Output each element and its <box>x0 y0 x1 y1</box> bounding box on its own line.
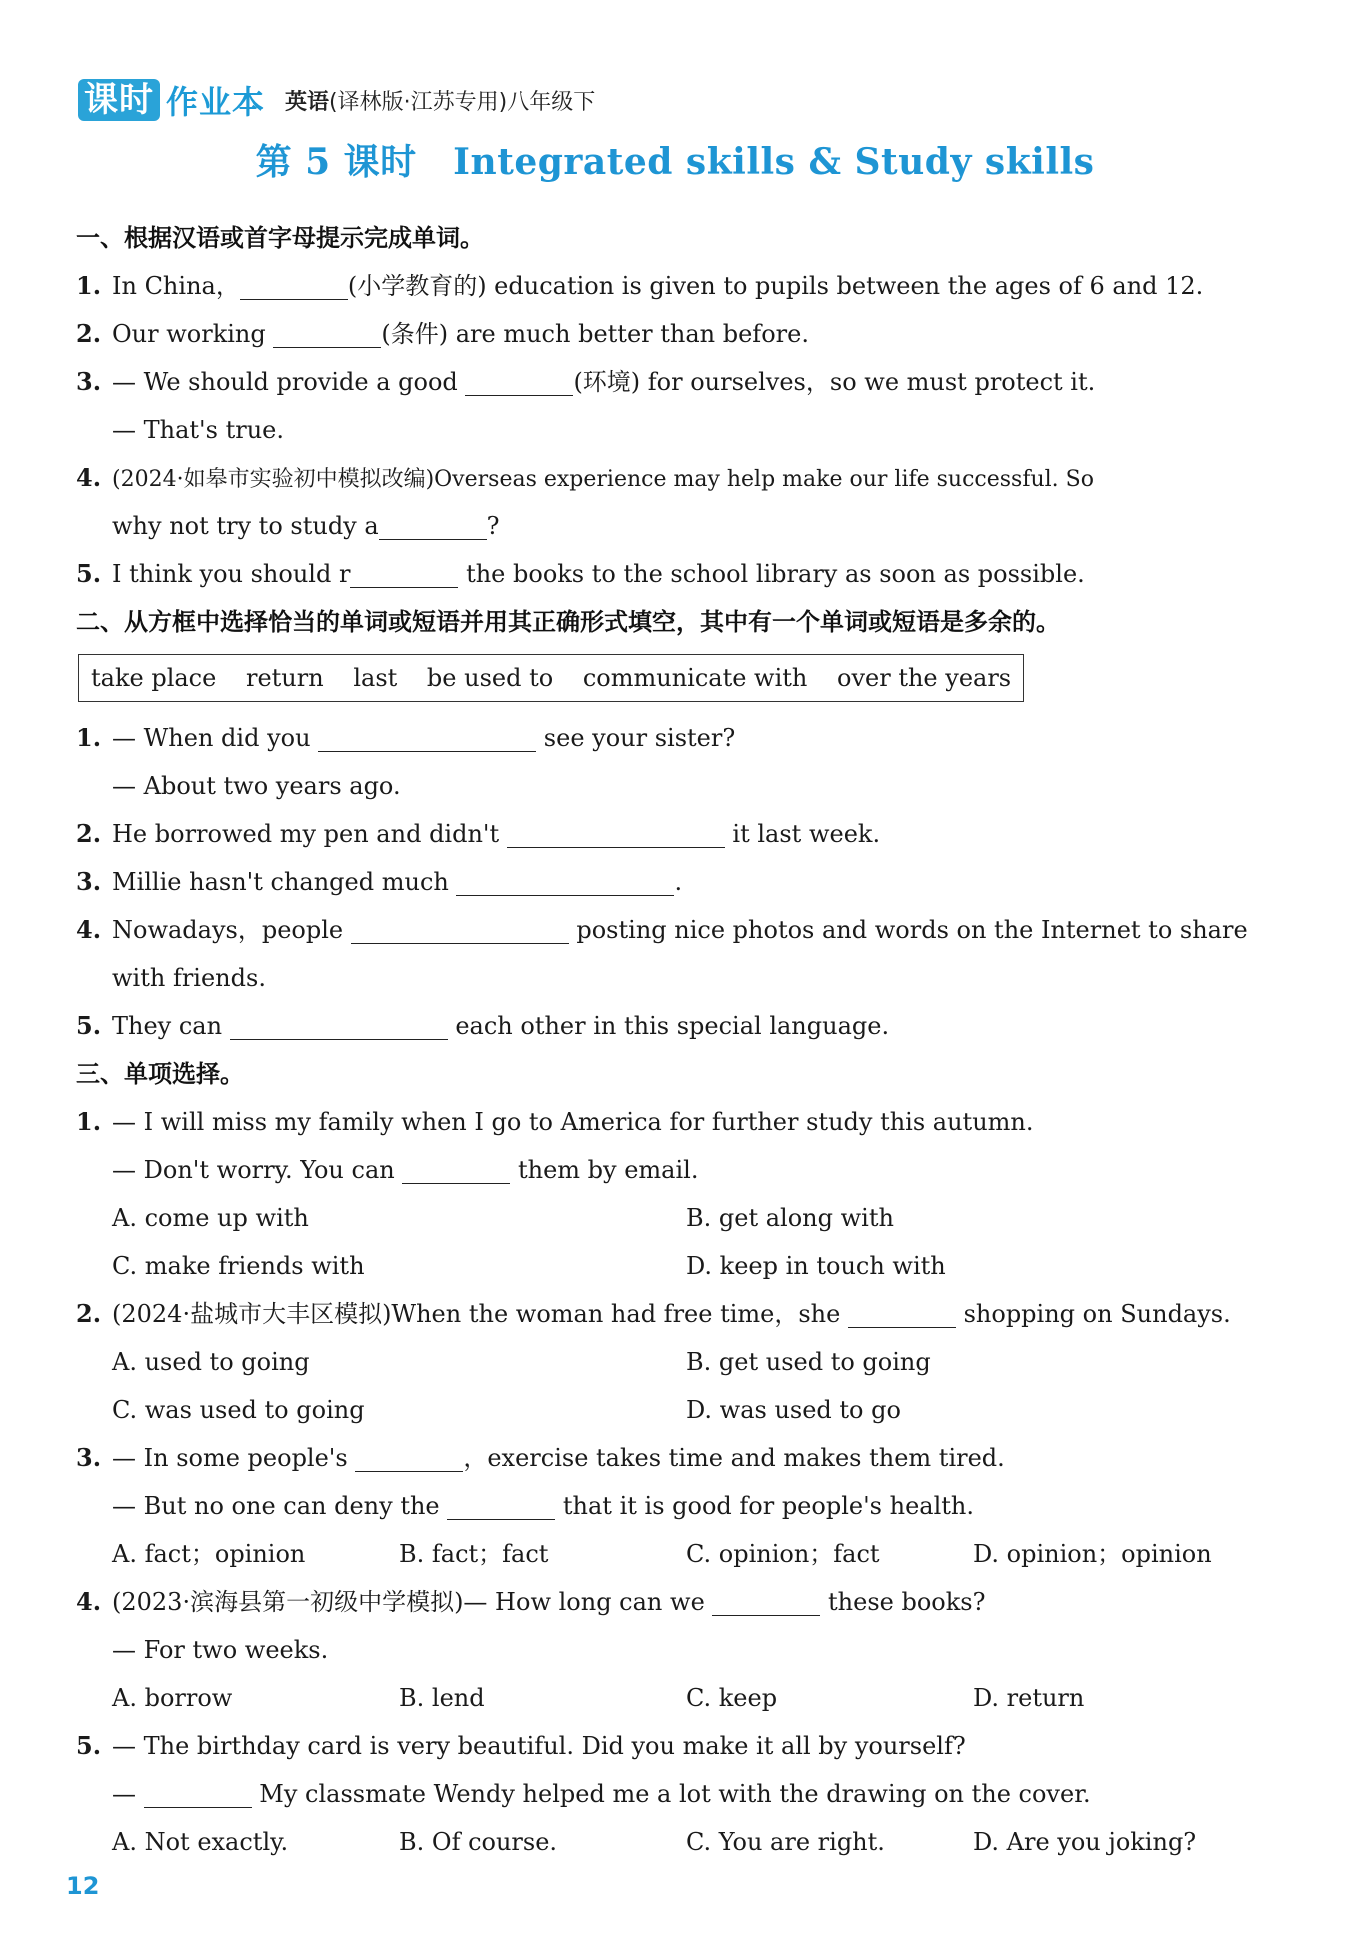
question-reply <box>76 1146 1276 1194</box>
question-text: — We should provide a good <box>112 368 466 396</box>
question-text: ? <box>486 512 500 540</box>
question-text: — <box>112 1780 144 1808</box>
option-c[interactable]: C. opinion；fact <box>686 1540 880 1568</box>
page-number: 12 <box>66 1872 100 1900</box>
question-row <box>76 810 1276 858</box>
logo-text: 作业本 <box>166 83 266 121</box>
answer-blank[interactable] <box>350 557 458 588</box>
lesson-title: 第 5 课时 Integrated skills & Study skills <box>255 141 1095 183</box>
word-bank-item: over the years <box>837 664 1012 692</box>
question-text: — Don't worry. You can <box>112 1156 403 1184</box>
question-text: why not try to study a <box>112 512 379 540</box>
option-d[interactable]: D. Are you joking? <box>973 1828 1197 1856</box>
question-reply: — About two years ago. <box>112 772 401 800</box>
answer-blank[interactable] <box>447 1489 555 1520</box>
question-text: Millie hasn't changed much <box>112 868 457 896</box>
option-c[interactable]: C. keep <box>686 1684 778 1712</box>
question-text: these books? <box>820 1588 986 1616</box>
question-number: 2. <box>76 1299 102 1328</box>
option-a[interactable]: A. fact；opinion <box>112 1540 306 1568</box>
question-row <box>76 454 1276 502</box>
book-subject: 英语 <box>285 89 330 115</box>
logo <box>78 77 265 123</box>
question-text: it last week. <box>724 820 881 848</box>
question-text: posting nice photos and words on the Internet to share <box>568 916 1248 944</box>
question-row-continued: with friends. <box>112 964 266 992</box>
option-row <box>76 1242 1276 1290</box>
question-number: 1. <box>76 723 102 752</box>
option-c[interactable]: C. You are right. <box>686 1828 885 1856</box>
answer-blank[interactable] <box>230 1009 448 1040</box>
option-a[interactable]: A. come up with <box>112 1204 309 1232</box>
option-d[interactable]: D. keep in touch with <box>686 1252 946 1280</box>
option-a[interactable]: A. used to going <box>112 1348 310 1376</box>
option-d[interactable]: D. return <box>973 1684 1085 1712</box>
option-b[interactable]: B. lend <box>399 1684 485 1712</box>
question-reply <box>76 1770 1276 1818</box>
question-row <box>76 310 1276 358</box>
option-row <box>76 1530 1276 1578</box>
question-number: 3. <box>76 367 102 396</box>
question-number: 5. <box>76 1011 102 1040</box>
question-row <box>76 1578 1276 1626</box>
word-bank-item: last <box>353 664 398 692</box>
page-header <box>78 78 595 122</box>
question-row <box>76 358 1276 406</box>
question-text: I think you should r <box>112 560 351 588</box>
option-row <box>76 1338 1276 1386</box>
logo-mark: 课时 <box>78 79 160 121</box>
question-row <box>76 1098 1276 1146</box>
question-number: 3. <box>76 1443 102 1472</box>
question-number: 4. <box>76 463 102 492</box>
question-text: (2024·盐城市大丰区模拟)When the woman had free time，she <box>112 1300 848 1328</box>
question-text: them by email. <box>510 1156 699 1184</box>
question-text: — When did you <box>112 724 319 752</box>
answer-blank[interactable] <box>712 1585 820 1616</box>
question-row <box>76 714 1276 762</box>
word-bank-box <box>78 654 1024 702</box>
book-edition: (译林版·江苏专用)八年级下 <box>329 89 596 115</box>
question-text: — But no one can deny the <box>112 1492 448 1520</box>
option-c[interactable]: C. was used to going <box>112 1396 365 1424</box>
answer-blank[interactable] <box>402 1153 510 1184</box>
question-text: He borrowed my pen and didn't <box>112 820 507 848</box>
option-b[interactable]: B. Of course. <box>399 1828 558 1856</box>
question-number: 5. <box>76 559 102 588</box>
answer-blank[interactable] <box>456 865 674 896</box>
question-text: (环境) for ourselves，so we must protect it. <box>573 368 1096 396</box>
question-row <box>76 262 1276 310</box>
question-row <box>76 550 1276 598</box>
question-text: (2024·如皋市实验初中模拟改编)Overseas experience may help make our life successful. So <box>112 467 1094 492</box>
option-a[interactable]: A. borrow <box>112 1684 233 1712</box>
section-heading-3: 三、单项选择。 <box>76 1060 244 1088</box>
question-row <box>76 906 1276 954</box>
answer-blank[interactable] <box>240 269 348 300</box>
word-bank-item: be used to <box>426 664 554 692</box>
question-text: shopping on Sundays. <box>955 1300 1231 1328</box>
question-row <box>76 1434 1276 1482</box>
question-text: Nowadays，people <box>112 916 351 944</box>
question-text: In China， <box>112 272 240 300</box>
question-text: — The birthday card is very beautiful. Did you make it all by yourself? <box>112 1732 966 1760</box>
question-text: My classmate Wendy helped me a lot with the drawing on the cover. <box>251 1780 1091 1808</box>
question-row-continued <box>76 502 1276 550</box>
section-heading-1: 一、根据汉语或首字母提示完成单词。 <box>76 224 484 252</box>
question-number: 2. <box>76 319 102 348</box>
question-reply <box>76 1482 1276 1530</box>
option-b[interactable]: B. get used to going <box>686 1348 931 1376</box>
question-number: 5. <box>76 1731 102 1760</box>
answer-blank[interactable] <box>351 913 569 944</box>
question-number: 4. <box>76 1587 102 1616</box>
question-text: the books to the school library as soon as possible. <box>458 560 1085 588</box>
option-b[interactable]: B. get along with <box>686 1204 894 1232</box>
answer-blank[interactable] <box>379 509 487 540</box>
option-row <box>76 1386 1276 1434</box>
question-reply: — For two weeks. <box>112 1636 329 1664</box>
question-number: 4. <box>76 915 102 944</box>
option-d[interactable]: D. opinion；opinion <box>973 1540 1212 1568</box>
answer-blank[interactable] <box>273 317 381 348</box>
question-row <box>76 1002 1276 1050</box>
question-text: They can <box>112 1012 230 1040</box>
word-bank-item: communicate with <box>582 664 808 692</box>
section-heading-2: 二、从方框中选择恰当的单词或短语并用其正确形式填空，其中有一个单词或短语是多余的。 <box>76 608 1060 636</box>
question-text: each other in this special language. <box>447 1012 890 1040</box>
question-text: . <box>674 868 683 896</box>
answer-blank[interactable] <box>465 365 573 396</box>
option-a[interactable]: A. Not exactly. <box>112 1828 289 1856</box>
option-row <box>76 1194 1276 1242</box>
option-row <box>76 1674 1276 1722</box>
question-text: that it is good for people's health. <box>555 1492 974 1520</box>
option-row <box>76 1818 1276 1866</box>
option-c[interactable]: C. make friends with <box>112 1252 365 1280</box>
word-bank-item: return <box>245 664 324 692</box>
answer-blank[interactable] <box>848 1297 956 1328</box>
question-text: (2023·滨海县第一初级中学模拟)— How long can we <box>112 1588 713 1616</box>
option-b[interactable]: B. fact；fact <box>399 1540 549 1568</box>
question-row <box>76 1722 1276 1770</box>
exercise-content <box>76 214 1276 1866</box>
question-text: ，exercise takes time and makes them tired. <box>463 1444 1005 1472</box>
question-number: 2. <box>76 819 102 848</box>
question-row <box>76 858 1276 906</box>
question-text: Our working <box>112 320 274 348</box>
answer-blank[interactable] <box>355 1441 463 1472</box>
answer-blank[interactable] <box>318 721 536 752</box>
question-number: 1. <box>76 271 102 300</box>
question-text: — I will miss my family when I go to America for further study this autumn. <box>112 1108 1034 1136</box>
question-text: (条件) are much better than before. <box>381 320 809 348</box>
option-d[interactable]: D. was used to go <box>686 1396 901 1424</box>
question-number: 1. <box>76 1107 102 1136</box>
question-row <box>76 1290 1276 1338</box>
word-bank-item: take place <box>91 664 217 692</box>
question-text: (小学教育的) education is given to pupils between the ages of 6 and 12. <box>347 272 1204 300</box>
answer-blank[interactable] <box>507 817 725 848</box>
question-text: see your sister? <box>536 724 736 752</box>
question-text: — In some people's <box>112 1444 356 1472</box>
question-number: 3. <box>76 867 102 896</box>
question-reply: — That's true. <box>112 416 284 444</box>
answer-blank[interactable] <box>144 1777 252 1808</box>
